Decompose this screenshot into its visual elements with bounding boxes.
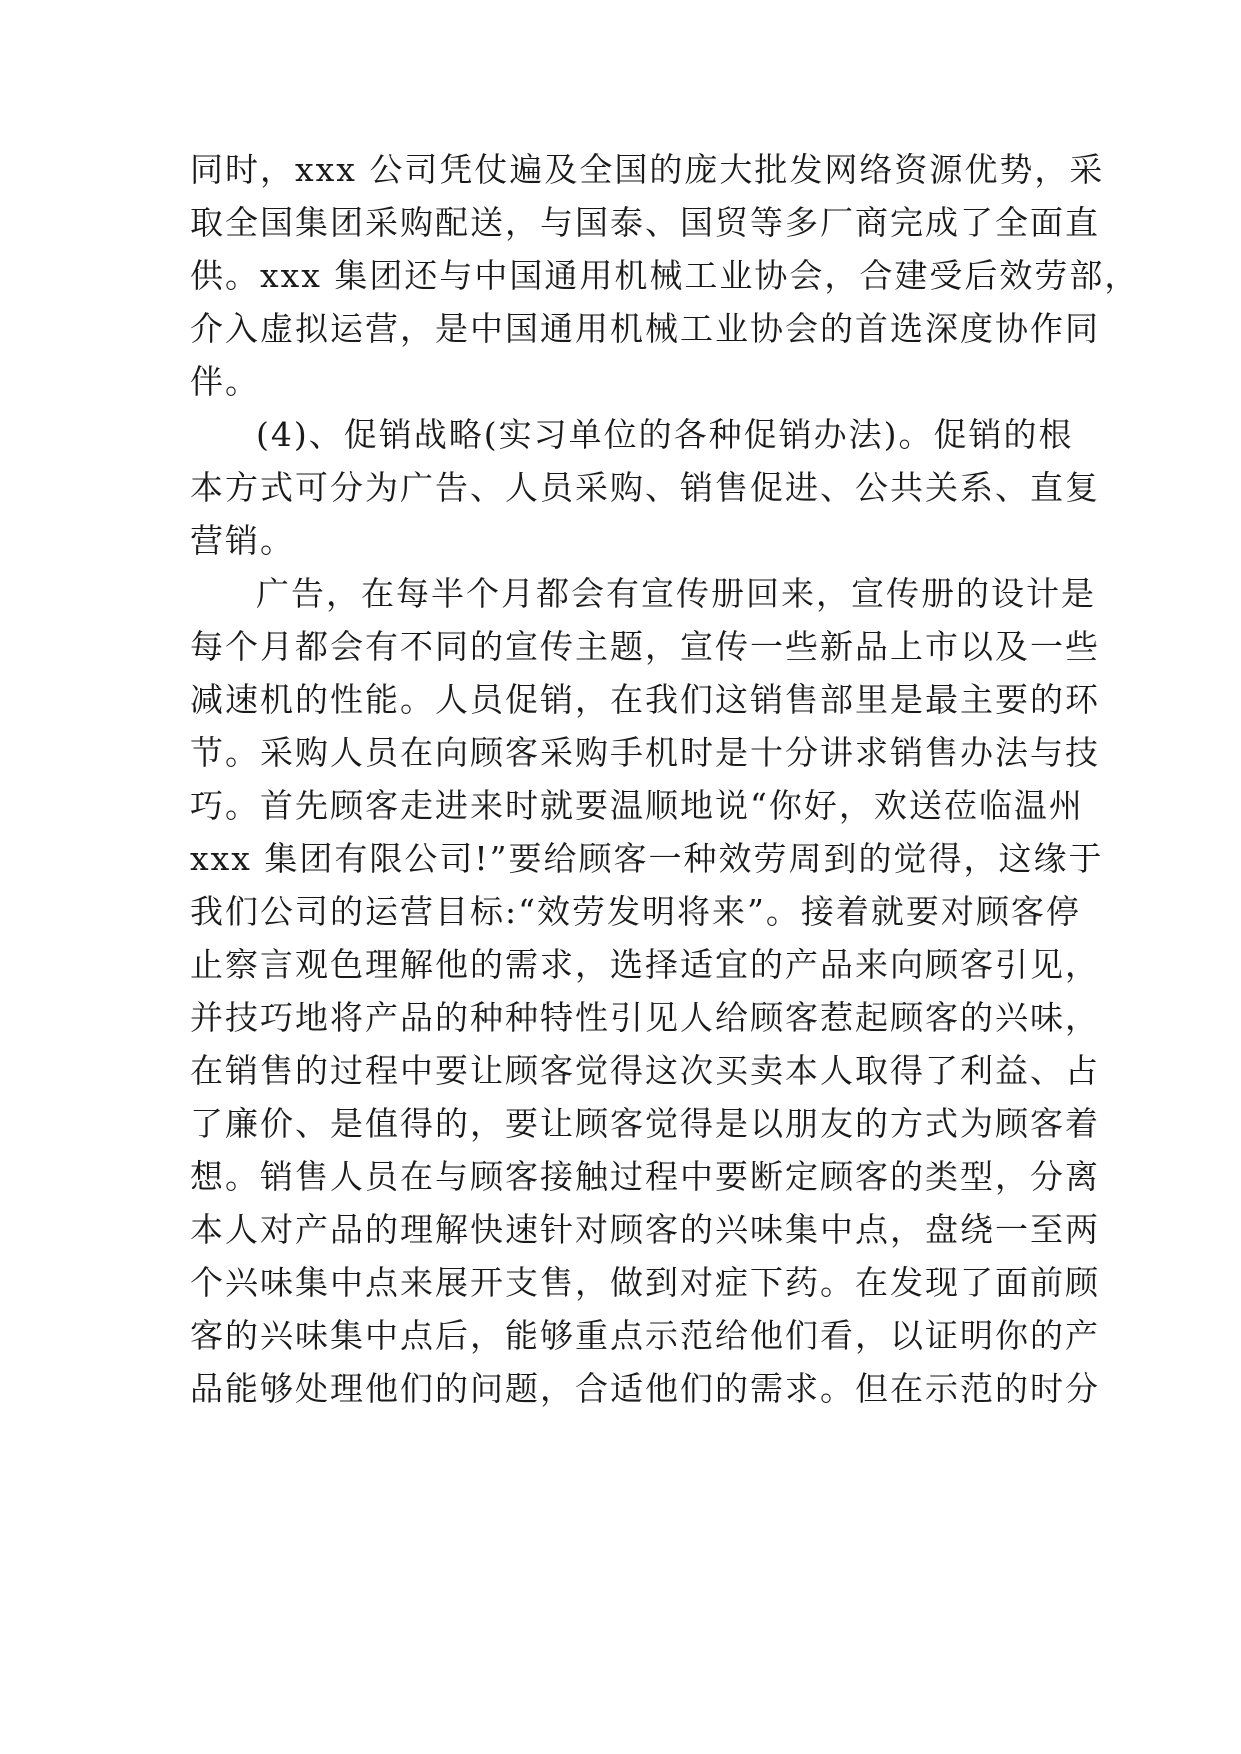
text-line: 想。销售人员在与顾客接触过程中要断定顾客的类型，分离 <box>190 1157 1100 1196</box>
text-line: 同时，xxx 公司凭仗遍及全国的庞大批发网络资源优势，采 <box>190 150 1105 189</box>
paragraph-start-line: 广告，在每半个月都会有宣传册回来，宣传册的设计是 <box>256 574 1096 613</box>
text-line: 止察言观色理解他的需求，选择适宜的产品来向顾客引见， <box>190 945 1100 984</box>
text-line: 供。xxx 集团还与中国通用机械工业协会，合建受后效劳部， <box>190 256 1140 295</box>
text-line: 了廉价、是值得的，要让顾客觉得是以朋友的方式为顾客着 <box>190 1104 1100 1143</box>
text-line: 每个月都会有不同的宣传主题，宣传一些新品上市以及一些 <box>190 627 1100 666</box>
text-line: 节。采购人员在向顾客采购手机时是十分讲求销售办法与技 <box>190 733 1100 772</box>
text-line: 个兴味集中点来展开支售，做到对症下药。在发现了面前顾 <box>190 1263 1100 1302</box>
text-line: 品能够处理他们的问题，合适他们的需求。但在示范的时分 <box>190 1369 1100 1408</box>
text-line: 介入虚拟运营，是中国通用机械工业协会的首选深度协作同 <box>190 309 1100 348</box>
text-line: 本方式可分为广告、人员采购、销售促进、公共关系、直复 <box>190 468 1100 507</box>
text-line: 减速机的性能。人员促销，在我们这销售部里是最主要的环 <box>190 680 1100 719</box>
text-line: 客的兴味集中点后，能够重点示范给他们看，以证明你的产 <box>190 1316 1100 1355</box>
text-line: 我们公司的运营目标:“效劳发明将来”。接着就要对顾客停 <box>190 892 1081 931</box>
paragraph-start-line: (4)、促销战略(实习单位的各种促销办法)。促销的根 <box>256 415 1074 454</box>
text-line: xxx 集团有限公司!”要给顾客一种效劳周到的觉得，这缘于 <box>190 839 1104 878</box>
text-line: 在销售的过程中要让顾客觉得这次买卖本人取得了利益、占 <box>190 1051 1100 1090</box>
text-line: 巧。首先顾客走进来时就要温顺地说“你好，欢送莅临温州 <box>190 786 1084 825</box>
text-line: 伴。 <box>190 362 260 401</box>
text-line: 并技巧地将产品的种种特性引见人给顾客惹起顾客的兴味， <box>190 998 1100 1037</box>
text-line: 取全国集团采购配送，与国泰、国贸等多厂商完成了全面直 <box>190 203 1100 242</box>
text-line: 本人对产品的理解快速针对顾客的兴味集中点，盘绕一至两 <box>190 1210 1100 1249</box>
text-line: 营销。 <box>190 521 295 560</box>
